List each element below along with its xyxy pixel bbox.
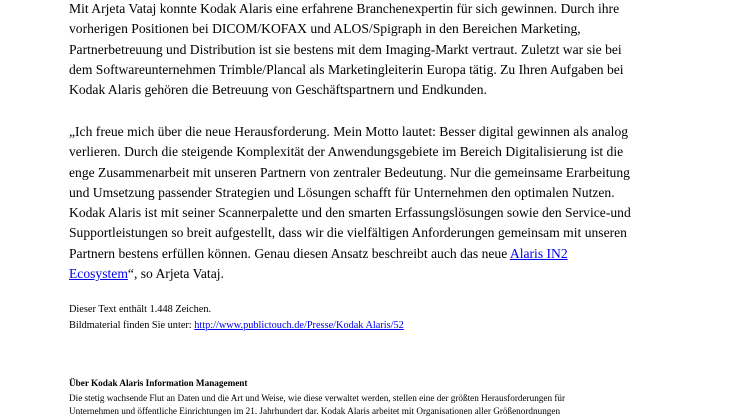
paragraph-line: Mit Arjeta Vataj konnte Kodak Alaris eine erfahrene Branchenexpertin für sich gewinnen. Durch ihre	[69, 1, 620, 16]
paragraph-line-text: “, so Arjeta Vataj.	[127, 266, 224, 282]
intro-paragraph	[69, 0, 624, 100]
character-count: Dieser Text enthält 1.448 Zeichen.	[69, 304, 212, 315]
about-company-heading: Über Kodak Alaris Information Management	[69, 378, 248, 388]
quote-paragraph	[69, 122, 631, 284]
paragraph-line: vorherigen Positionen bei DICOM/KOFAX und ALOS/Spigraph in den Bereichen Marketing,	[69, 21, 581, 37]
paragraph-line: und Umsetzung passender Strategien und Lösungen schafft für Unternehmen den optimalen Nutzen.	[69, 184, 615, 200]
image-source-label: Bildmaterial finden Sie unter:	[69, 320, 195, 331]
alaris-in2-ecosystem-link-continued[interactable]: Ecosystem	[69, 266, 128, 282]
alaris-in2-ecosystem-link[interactable]: Alaris IN2	[509, 245, 568, 261]
about-line: Die stetig wachsende Flut an Daten und die Art und Weise, wie diese verwaltet werden, stellen eine der größten Herausforderungen für	[69, 393, 566, 403]
image-material-link[interactable]: http://www.publictouch.de/Presse/Kodak Alaris/52	[194, 320, 404, 331]
paragraph-line: „Ich freue mich über die neue Herausforderung. Mein Motto lautet: Besser digital gewinnen als analog	[69, 124, 629, 139]
paragraph-line: Kodak Alaris gehören die Betreuung von Geschäftspartnern und Endkunden.	[69, 82, 487, 98]
about-line: Unternehmen und öffentliche Einrichtungen im 21. Jahrhundert dar. Kodak Alaris arbeitet mit Organisationen aller Größenordnungen	[69, 405, 561, 416]
paragraph-line: enge Zusammenarbeit mit unseren Partnern von zentraler Bedeutung. Nur die gemeinsame Erarbeitung	[69, 164, 630, 180]
paragraph-line	[69, 244, 631, 264]
paragraph-line: dem Softwareunternehmen Trimble/Plancal als Marketingleiterin Europa tätig. Zu Ihren Aufgaben bei	[69, 61, 624, 77]
paragraph-line: Supportleistungen so breit aufgestellt, dass wir die vielfältigen Anforderungen gemeinsam mit unseren	[69, 225, 627, 241]
paragraph-line-text: Partnern bestens erfüllen können. Genau diesen Ansatz beschreibt auch das neue	[69, 245, 510, 261]
paragraph-line: Partnerbetreuung und Distribution ist sie bestens mit dem Imaging-Markt vertraut. Zuletzt war sie bei	[69, 41, 622, 57]
paragraph-line: Kodak Alaris ist mit seiner Scannerpalette und den smarten Erfassungslösungen sowie den Service-und	[69, 205, 631, 221]
paragraph-line: verlieren. Durch die steigende Komplexität der Anwendungsgebiete im Bereich Digitalisierung ist die	[69, 144, 624, 160]
image-source-line	[69, 318, 404, 333]
paragraph-line	[69, 264, 631, 284]
about-company-text	[69, 392, 565, 417]
